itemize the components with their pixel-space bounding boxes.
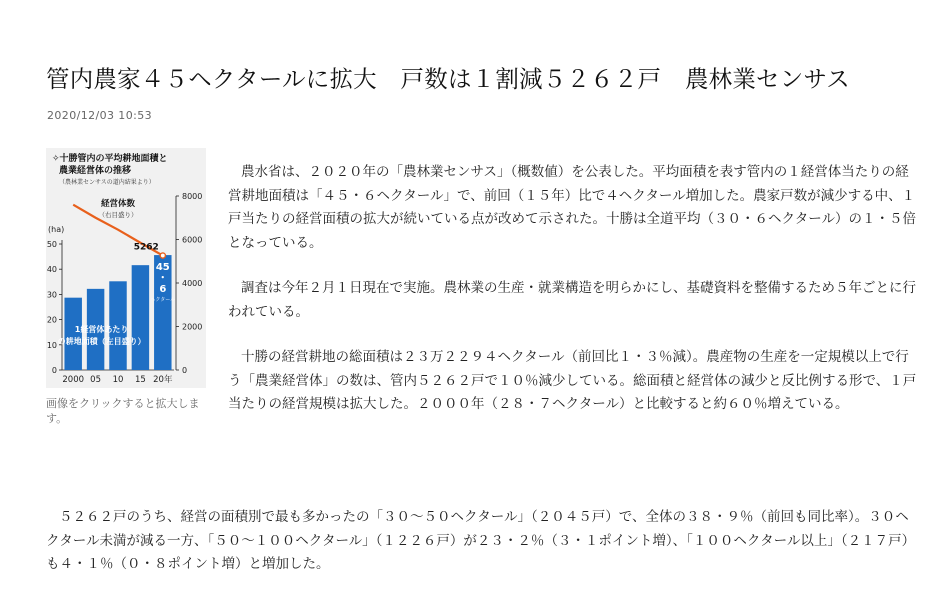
right-tick-label: 0: [182, 366, 188, 375]
chart-svg: [46, 148, 206, 388]
bar-last-value-c: 6: [159, 284, 167, 295]
bar-last-value-b: ・: [157, 273, 168, 284]
left-tick-label: 0: [51, 366, 57, 375]
left-axis-unit: (ha): [48, 225, 65, 234]
chart-image[interactable]: [46, 148, 206, 388]
x-tick-label: 05: [90, 375, 102, 385]
line-series-axis-note: （右目盛り）: [98, 211, 138, 219]
article-figure[interactable]: [46, 148, 206, 426]
x-tick-label: 15: [134, 375, 146, 385]
left-tick-label: 20: [46, 315, 57, 325]
bar-series-label-2: の耕地面積（左目盛り）: [57, 337, 146, 346]
right-tick-label: 2000: [182, 322, 203, 332]
article-body: [228, 161, 918, 439]
bar-last-value-a: 45: [155, 262, 170, 273]
right-tick-label: 6000: [182, 235, 203, 245]
x-tick-label: 10: [112, 375, 124, 385]
line-last-point: [160, 253, 165, 258]
article-timestamp: 2020/12/03 10:53: [47, 109, 152, 122]
right-tick-label: 8000: [182, 192, 203, 201]
left-tick-label: 10: [46, 340, 57, 350]
article-paragraph-2: 調査は今年２月１日現在で実施。農林業の生産・就業構造を明らかにし、基礎資料を整備するため５年ごとに行われている。: [228, 280, 916, 320]
left-tick-label: 30: [46, 290, 57, 300]
article-paragraph-1: 農水省は、２０２０年の「農林業センサス」（概数値）を公表した。平均面積を表す管内の１経営体当たりの経営耕地面積は「４５・６ヘクタール」で、前回（１５年）比で４ヘクタール増加した。農家戸数が減少する中、１戸当たりの経営面積の拡大が続いている点が改めて示された。十勝は全道平均（３０・６ヘクタール）の１・５倍となっている。: [228, 164, 916, 251]
bar-15: [132, 265, 149, 370]
line-series-label: 経営体数: [100, 199, 136, 209]
image-caption: 画像をクリックすると拡大します。: [46, 397, 200, 425]
chart-subtitle: （農林業センサスの道内結果より）: [59, 179, 155, 186]
article-headline: 管内農家４５ヘクタールに拡大 戸数は１割減５２６２戸 農林業センサス: [46, 65, 850, 93]
left-tick-label: 50: [46, 240, 57, 249]
article-paragraph-4: ５２６２戸のうち、経営の面積別で最も多かったの「３０〜５０ヘクタール」（２０４５戸）で、全体の３８・９％（前回も同比率）。３０ヘクタール未満が減る一方、「５０〜１００ヘクタール」（１２２６戸）が２３・２％（３・１ポイント増）、「１００ヘクタール以上」（２１７戸）も４・１％（０・８ポイント増）と増加した。: [46, 509, 916, 572]
bar-last-value-unit: ヘクタール: [150, 297, 176, 303]
chart-title-line-2: 農業経営体の推移: [59, 166, 132, 176]
right-tick-label: 4000: [182, 279, 203, 288]
left-tick-label: 40: [46, 265, 57, 275]
line-last-value: 5262: [133, 242, 159, 253]
x-tick-label: 2000: [62, 375, 85, 385]
chart-title-line-1: ✧十勝管内の平均耕地面積と: [52, 154, 168, 164]
article-paragraph-3: 十勝の経営耕地の総面積は２３万２２９４ヘクタール（前回比１・３％減）。農産物の生産を一定規模以上で行う「農業経営体」の数は、管内５２６２戸で１０％減少している。総面積と経営体の減少と反比例する形で、１戸当たりの経営規模は拡大した。２０００年（２８・７ヘクタール）と比較すると約６０％増えている。: [228, 349, 917, 412]
x-tick-label: 20年: [153, 375, 173, 385]
bar-series-label-1: 1経営体あたり: [74, 325, 129, 334]
